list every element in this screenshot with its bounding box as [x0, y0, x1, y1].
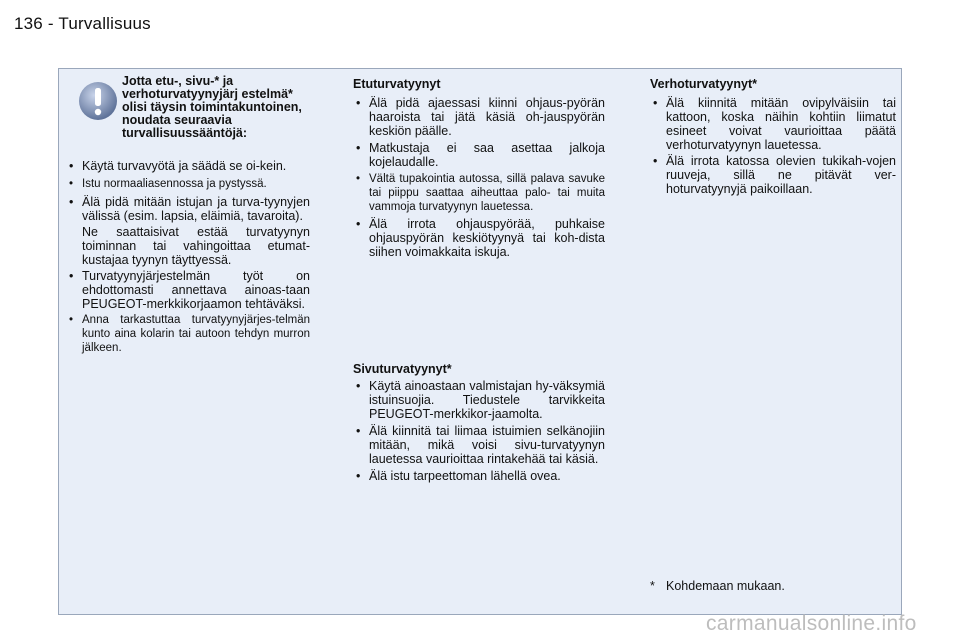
curtain-column [650, 69, 896, 269]
list-item: • Älä irrota katossa olevien tukikah-vojen ruuveja, sillä ne pitävät ver-hoturvatyynyjä paikoillaan. [650, 154, 896, 196]
warning-list [66, 159, 310, 355]
list-item: • Älä irrota ohjauspyörää, puhkaise ohjauspyörän keskiötyynyä tai koh-dista siihen voimakkaita iskuja. [353, 217, 605, 259]
front-side-column [353, 69, 605, 609]
list-item: • Älä pidä ajaessasi kiinni ohjaus-pyörän haaroista tai jätä käsiä oh-jauspyörän keskiön päälle. [353, 96, 605, 138]
curtain-airbags-list [650, 96, 896, 196]
page-title: 136 - Turvallisuus [14, 14, 151, 33]
list-item: • Käytä turvavyötä ja säädä se oi-kein. [66, 159, 310, 173]
safety-panel [58, 68, 902, 615]
list-item: • Istu normaaliasennossa ja pystyssä. [66, 177, 310, 191]
front-airbags-title: Etuturvatyynyt [353, 77, 441, 91]
side-airbags-title: Sivuturvatyynyt* [353, 362, 452, 376]
warning-title: Jotta etu-, sivu-* ja verhoturvatyynyjärj estelmä* olisi täysin toimintakuntoinen, noudata seuraavia turvallisuussääntöjä: [122, 74, 302, 140]
list-item: • Älä istu tarpeettoman lähellä ovea. [353, 469, 605, 483]
footnote-text: Kohdemaan mukaan. [666, 579, 785, 593]
list-item: • Vältä tupakointia autossa, sillä palava savuke tai piippu saattaa aiheuttaa palo- tai muita vammoja turvatyynyn lauetessa. [353, 172, 605, 214]
curtain-airbags-title: Verhoturvatyynyt* [650, 77, 757, 91]
list-item-continuation: Ne saattaisivat estää turvatyynyn toiminnan tai vahingoittaa etumat-kustajaa tyynyn täyttyessä. [82, 225, 310, 267]
watermark: carmanualsonline.info [706, 612, 917, 635]
list-item: • Älä pidä mitään istujan ja turva-tyynyjen välissä (esim. lapsia, eläimiä, tavaroita). [66, 195, 310, 223]
side-airbags-list [353, 379, 605, 483]
warning-column [66, 69, 310, 369]
footnote [650, 579, 785, 593]
list-item: • Turvatyynyjärjestelmän työt on ehdottomasti annettava ainoas-taan PEUGEOT-merkkikorjaamon tehtäväksi. [66, 269, 310, 311]
list-item: • Matkustaja ei saa asettaa jalkoja kojelaudalle. [353, 141, 605, 169]
front-airbags-list [353, 96, 605, 259]
list-item: • Anna tarkastuttaa turvatyynyjärjes-telmän kunto aina kolarin tai autoon tehdyn murron jälkeen. [66, 313, 310, 355]
footnote-star: * [650, 579, 655, 593]
exclamation-icon [78, 81, 118, 121]
list-item: • Käytä ainoastaan valmistajan hy-väksymiä istuinsuojia. Tiedustele tarvikkeita PEUGEOT-merkkikor-jaamolta. [353, 379, 605, 421]
list-item: • Älä kiinnitä mitään ovipylväisiin tai kattoon, koska näihin kohtiin liimatut esineet voivat vaurioittaa päätä verhoturvatyynyn lauetessa. [650, 96, 896, 152]
list-item: • Älä kiinnitä tai liimaa istuimien selkänojiin mitään, mikä voisi sivu-turvatyynyn lauetessa vaurioittaa rintakehää tai käsiä. [353, 424, 605, 466]
